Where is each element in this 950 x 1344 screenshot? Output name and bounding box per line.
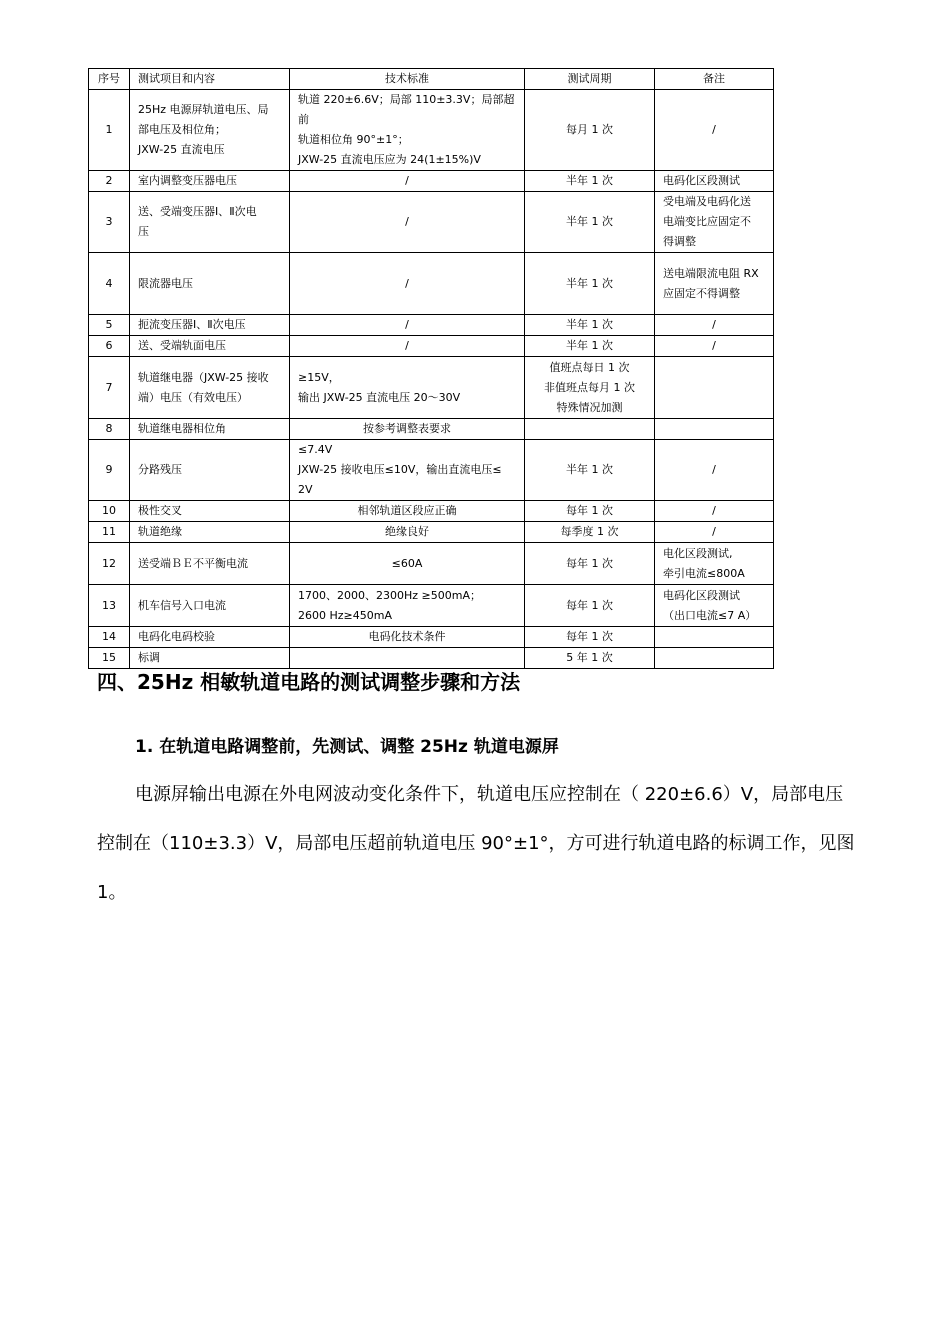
standard-cell	[290, 192, 525, 253]
row-number-cell: 4	[89, 253, 130, 315]
remark-cell-line: 应固定不得调整	[663, 286, 740, 300]
table-row	[89, 627, 774, 648]
remark-cell-line: 牵引电流≤800A	[663, 566, 745, 580]
remark-cell-line: 电端变比应固定不	[663, 215, 751, 228]
standard-cell	[290, 585, 525, 627]
test-item-cell	[130, 440, 290, 501]
remark-cell	[655, 315, 774, 336]
table-row	[89, 440, 774, 501]
cycle-cell	[525, 315, 655, 336]
test-item-cell	[130, 419, 290, 440]
standard-cell-line: 2V	[298, 483, 313, 496]
standard-cell	[290, 419, 525, 440]
standard-cell	[290, 543, 525, 585]
cycle-cell-line: 半年 1 次	[566, 463, 613, 476]
remark-cell	[655, 171, 774, 192]
remark-cell	[655, 627, 774, 648]
row-number-cell: 1	[89, 90, 130, 171]
standard-cell-line: ≤60A	[391, 556, 423, 570]
cycle-cell-line: 半年 1 次	[566, 174, 613, 187]
remark-cell	[655, 522, 774, 543]
remark-cell	[655, 501, 774, 522]
standard-cell-line: 相邻轨道区段应正确	[357, 504, 457, 517]
cycle-cell-line: 每年 1 次	[566, 630, 613, 643]
row-number-cell: 7	[89, 357, 130, 419]
cycle-cell	[525, 501, 655, 522]
section-heading: 四、25Hz 相敏轨道电路的测试调整步骤和方法	[97, 670, 521, 694]
header-no: 序号	[89, 69, 130, 90]
standard-cell-line: /	[405, 215, 409, 228]
cycle-cell-line: 半年 1 次	[566, 339, 613, 352]
body-paragraph	[97, 770, 857, 917]
remark-cell	[655, 440, 774, 501]
remark-cell	[655, 648, 774, 669]
table-row	[89, 585, 774, 627]
remark-cell-line: /	[712, 504, 716, 517]
cycle-cell	[525, 357, 655, 419]
paragraph-text: 电源屏输出电源在外电网波动变化条件下，轨道电压应控制在（ 220±6.6）V，局部电压控制在（110±3.3）V，局部电压超前轨道电压 90°±1°，方可进行轨道电路的标调工作，见图 1。	[97, 784, 855, 903]
test-item-cell-line: 电码化电码校验	[138, 630, 215, 643]
cycle-cell-line: 半年 1 次	[566, 318, 613, 331]
cycle-cell	[525, 627, 655, 648]
cycle-cell-line: 5 年 1 次	[566, 651, 613, 664]
cycle-cell-line: 特殊情况加测	[556, 400, 623, 414]
table-row	[89, 501, 774, 522]
table-row	[89, 253, 774, 315]
cycle-cell	[525, 192, 655, 253]
test-item-cell-line: 室内调整变压器电压	[138, 174, 237, 187]
row-number-cell: 11	[89, 522, 130, 543]
cycle-cell	[525, 171, 655, 192]
table-row	[89, 192, 774, 253]
remark-cell-line: /	[712, 123, 716, 136]
remark-cell-line: /	[712, 525, 716, 538]
test-item-cell	[130, 357, 290, 419]
cycle-cell	[525, 253, 655, 315]
remark-cell	[655, 192, 774, 253]
cycle-cell-line: 每年 1 次	[566, 556, 613, 570]
test-item-cell-line: 轨道继电器（JXW-25 接收	[138, 370, 269, 384]
test-item-cell	[130, 90, 290, 171]
test-item-cell-line: 极性交叉	[138, 504, 182, 517]
test-item-cell	[130, 171, 290, 192]
header-cycle: 测试周期	[525, 69, 655, 90]
row-number-cell: 8	[89, 419, 130, 440]
remark-cell	[655, 253, 774, 315]
remark-cell-line: /	[712, 339, 716, 352]
maintenance-test-table	[88, 68, 774, 669]
table-header-row	[89, 69, 774, 90]
cycle-cell	[525, 419, 655, 440]
standard-cell-line: JXW-25 接收电压≤10V，输出直流电压≤	[298, 463, 502, 476]
standard-cell-line: 1700、2000、2300Hz ≥500mA；	[298, 588, 481, 602]
cycle-cell-line: 半年 1 次	[566, 276, 613, 290]
test-item-cell	[130, 543, 290, 585]
standard-cell	[290, 440, 525, 501]
test-item-cell	[130, 522, 290, 543]
cycle-cell-line: 每月 1 次	[566, 123, 613, 136]
cycle-cell-line: 每季度 1 次	[560, 525, 619, 538]
table-row	[89, 90, 774, 171]
row-number-cell: 14	[89, 627, 130, 648]
test-item-cell-line: 标调	[138, 651, 160, 664]
standard-cell-line: 绝缘良好	[385, 525, 429, 538]
remark-cell-line: 电码化区段测试	[663, 588, 740, 602]
table-row	[89, 357, 774, 419]
standard-cell	[290, 501, 525, 522]
row-number-cell: 5	[89, 315, 130, 336]
maintenance-table-container	[88, 68, 773, 669]
standard-cell-line: 2600 Hz≥450mA	[298, 608, 392, 622]
standard-cell	[290, 253, 525, 315]
cycle-cell-line: 非值班点每月 1 次	[544, 380, 635, 394]
remark-cell-line: 受电端及电码化送	[663, 195, 751, 208]
cycle-cell-line: 半年 1 次	[566, 215, 613, 228]
table-row	[89, 171, 774, 192]
row-number-cell: 3	[89, 192, 130, 253]
cycle-cell	[525, 440, 655, 501]
table-body	[89, 90, 774, 669]
test-item-cell-line: 部电压及相位角；	[138, 123, 226, 136]
test-item-cell-line: 送受端ＢＥ不平衡电流	[138, 556, 248, 570]
test-item-cell-line: 轨道继电器相位角	[138, 422, 226, 435]
section-sub-heading: 1. 在轨道电路调整前，先测试、调整 25Hz 轨道电源屏	[135, 737, 559, 757]
standard-cell-line: JXW-25 直流电压应为 24(1±15%)V	[298, 153, 481, 166]
standard-cell	[290, 336, 525, 357]
standard-cell	[290, 90, 525, 171]
remark-cell	[655, 419, 774, 440]
table-row	[89, 419, 774, 440]
row-number-cell: 2	[89, 171, 130, 192]
test-item-cell	[130, 253, 290, 315]
row-number-cell: 6	[89, 336, 130, 357]
test-item-cell-line: 分路残压	[138, 463, 182, 476]
test-item-cell	[130, 501, 290, 522]
standard-cell	[290, 522, 525, 543]
test-item-cell	[130, 585, 290, 627]
remark-cell	[655, 357, 774, 419]
test-item-cell	[130, 315, 290, 336]
standard-cell-line: 电码化技术条件	[368, 630, 446, 643]
cycle-cell	[525, 90, 655, 171]
test-item-cell-line: JXW-25 直流电压	[138, 143, 225, 156]
remark-cell	[655, 90, 774, 171]
standard-cell-line: 按参考调整表要求	[363, 422, 451, 435]
standard-cell-line: /	[405, 339, 409, 352]
cycle-cell-line: 每年 1 次	[566, 598, 613, 612]
remark-cell	[655, 585, 774, 627]
cycle-cell-line: 每年 1 次	[566, 504, 613, 517]
test-item-cell-line: 压	[138, 225, 149, 238]
standard-cell	[290, 627, 525, 648]
test-item-cell-line: 机车信号入口电流	[138, 598, 226, 612]
header-item: 测试项目和内容	[130, 69, 290, 90]
cycle-cell	[525, 522, 655, 543]
standard-cell-line: 轨道相位角 90°±1°；	[298, 133, 409, 146]
row-number-cell: 15	[89, 648, 130, 669]
test-item-cell-line: 25Hz 电源屏轨道电压、局	[138, 103, 269, 116]
test-item-cell-line: 送、受端轨面电压	[138, 339, 226, 352]
header-standard: 技术标准	[290, 69, 525, 90]
standard-cell-line: ≥15V，	[298, 370, 340, 384]
test-item-cell-line: 限流器电压	[138, 276, 193, 290]
cycle-cell	[525, 648, 655, 669]
remark-cell-line: 送电端限流电阻 RX	[663, 266, 759, 280]
test-item-cell	[130, 192, 290, 253]
test-item-cell-line: 轨道绝缘	[138, 525, 182, 538]
standard-cell	[290, 171, 525, 192]
cycle-cell-line: 值班点每日 1 次	[549, 360, 630, 374]
table-row	[89, 315, 774, 336]
remark-cell-line: 电码化区段测试	[663, 174, 740, 187]
cycle-cell	[525, 336, 655, 357]
standard-cell	[290, 357, 525, 419]
standard-cell-line: 轨道 220±6.6V；局部 110±3.3V；局部超前	[298, 93, 515, 126]
remark-cell-line: 电化区段测试,	[663, 546, 733, 560]
remark-cell	[655, 543, 774, 585]
remark-cell-line: 得调整	[663, 235, 696, 248]
cycle-cell	[525, 543, 655, 585]
remark-cell-line: （出口电流≤7 A）	[663, 608, 757, 622]
standard-cell-line: /	[405, 318, 409, 331]
row-number-cell: 9	[89, 440, 130, 501]
standard-cell-line: /	[405, 276, 409, 290]
test-item-cell	[130, 336, 290, 357]
table-row	[89, 522, 774, 543]
row-number-cell: 10	[89, 501, 130, 522]
row-number-cell: 13	[89, 585, 130, 627]
remark-cell-line: /	[712, 463, 716, 476]
remark-cell	[655, 336, 774, 357]
table-row	[89, 336, 774, 357]
cycle-cell	[525, 585, 655, 627]
standard-cell-line: 输出 JXW-25 直流电压 20～30V	[298, 390, 461, 404]
test-item-cell	[130, 627, 290, 648]
header-remark: 备注	[655, 69, 774, 90]
test-item-cell-line: 端）电压（有效电压）	[138, 390, 248, 404]
table-row	[89, 543, 774, 585]
standard-cell-line: ≤7.4V	[298, 443, 333, 456]
test-item-cell-line: 扼流变压器Ⅰ、Ⅱ次电压	[138, 318, 246, 331]
standard-cell	[290, 315, 525, 336]
remark-cell-line: /	[712, 318, 716, 331]
row-number-cell: 12	[89, 543, 130, 585]
standard-cell-line: /	[405, 174, 409, 187]
test-item-cell-line: 送、受端变压器Ⅰ、Ⅱ次电	[138, 205, 257, 218]
